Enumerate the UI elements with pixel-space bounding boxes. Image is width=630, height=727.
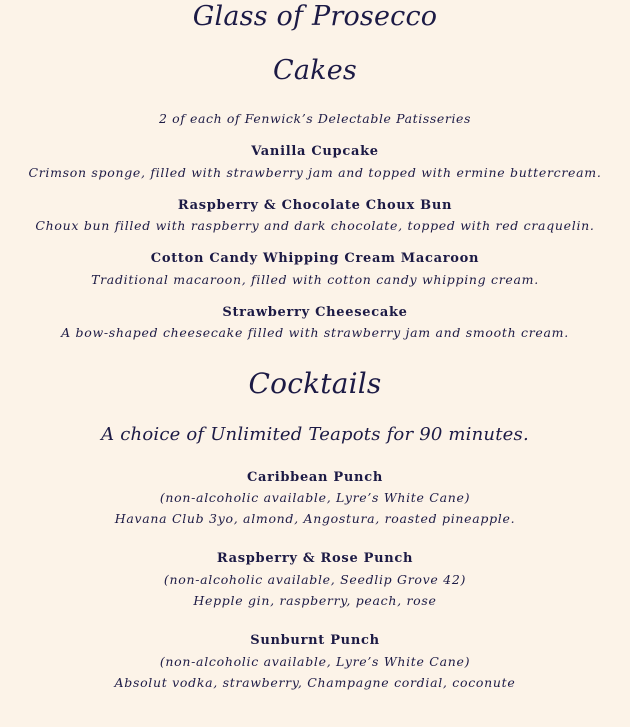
- cocktail-item-name: Raspberry & Rose Punch: [216, 551, 414, 566]
- cocktails-subtitle: A choice of Unlimited Teapots for 90 minutes.: [101, 424, 529, 445]
- cake-item-name: Vanilla Cupcake: [251, 144, 379, 159]
- cocktail-item-note: (non-alcoholic available, Seedlip Grove 42): [163, 572, 467, 587]
- cocktail-item-description: Hepple gin, raspberry, peach, rose: [193, 593, 437, 608]
- cake-item-description: Crimson sponge, filled with strawberry jam and topped with ermine buttercream.: [28, 165, 602, 180]
- cakes-heading: Cakes: [273, 55, 357, 86]
- cakes-subtitle: 2 of each of Fenwick’s Delectable Patisseries: [158, 111, 472, 126]
- prosecco-heading: Glass of Prosecco: [192, 1, 438, 32]
- cake-item-description: A bow-shaped cheesecake filled with strawberry jam and smooth cream.: [61, 325, 569, 340]
- cocktail-item-description: Havana Club 3yo, almond, Angostura, roasted pineapple.: [114, 511, 516, 526]
- cake-item-description: Choux bun filled with raspberry and dark chocolate, topped with red craquelin.: [35, 218, 595, 233]
- cocktail-item-note: (non-alcoholic available, Lyre’s White Cane): [159, 654, 471, 669]
- cocktails-heading: Cocktails: [248, 367, 382, 400]
- cake-item-description: Traditional macaroon, filled with cotton candy whipping cream.: [91, 272, 539, 287]
- cake-item-name: Strawberry Cheesecake: [222, 305, 408, 320]
- cake-item-name: Cotton Candy Whipping Cream Macaroon: [150, 251, 480, 266]
- cake-item-name: Raspberry & Chocolate Choux Bun: [177, 198, 453, 213]
- cocktail-item-description: Absolut vodka, strawberry, Champagne cordial, coconute: [114, 675, 516, 690]
- cocktail-item-note: (non-alcoholic available, Lyre’s White Cane): [159, 490, 471, 505]
- cocktail-item-name: Caribbean Punch: [247, 470, 383, 485]
- cocktail-item-name: Sunburnt Punch: [250, 633, 380, 648]
